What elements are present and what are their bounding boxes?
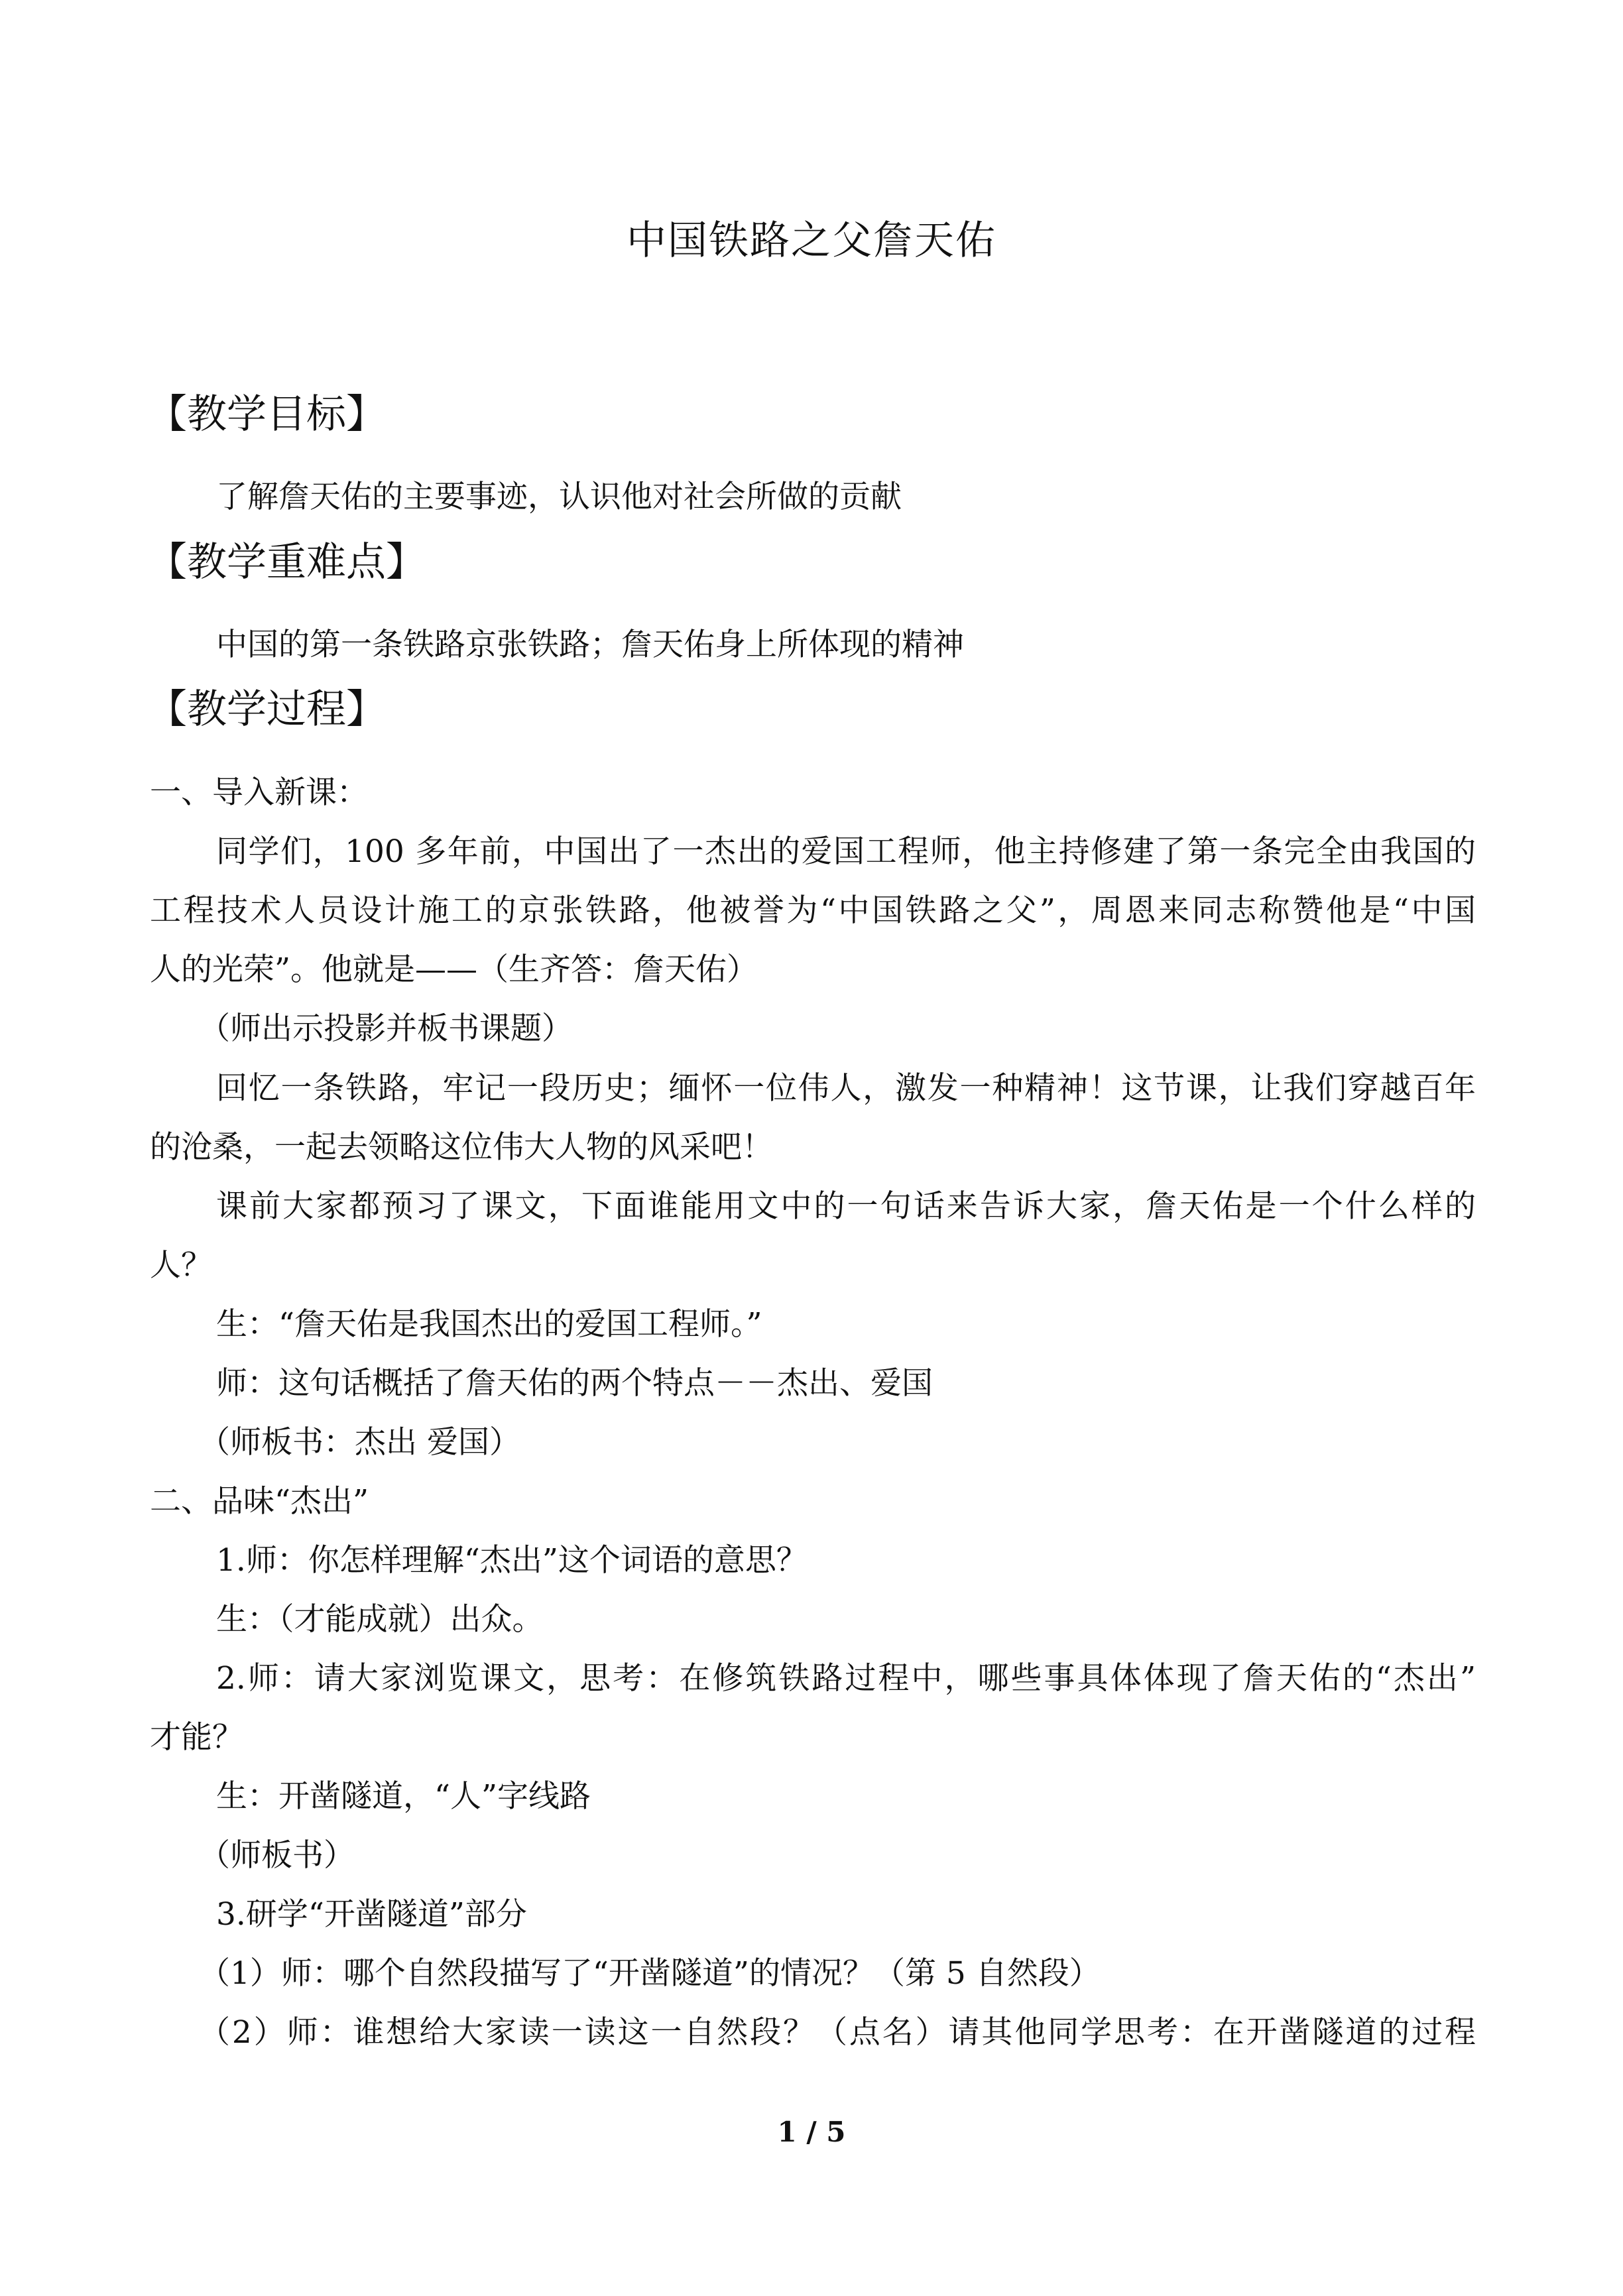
- paragraph-line: 3.研学“开凿隧道”部分: [216, 1896, 527, 1933]
- paragraph-line: （师板书）: [199, 1837, 355, 1874]
- paragraph-line: 2.师：请大家浏览课文，思考：在修筑铁路过程中，哪些事具体体现了詹天佑的“杰出”: [216, 1660, 1476, 1697]
- paragraph-line: 同学们，100 多年前，中国出了一杰出的爱国工程师，他主持修建了第一条完全由我国的: [216, 833, 1476, 870]
- paragraph-line: 1.师：你怎样理解“杰出”这个词语的意思？: [216, 1542, 808, 1579]
- paragraph-line: 回忆一条铁路，牢记一段历史；缅怀一位伟人，激发一种精神！这节课，让我们穿越百年: [216, 1070, 1476, 1107]
- heading-key-points: 【教学重难点】: [147, 539, 426, 585]
- page-number: 1 / 5: [777, 2116, 846, 2148]
- paragraph-line: 人？: [150, 1247, 212, 1284]
- paragraph-line: （师出示投影并板书课题）: [199, 1010, 573, 1047]
- paragraph-line: （1）师：哪个自然段描写了“开凿隧道”的情况？（第 5 自然段）: [199, 1955, 1101, 1992]
- heading-process: 【教学过程】: [147, 686, 386, 733]
- paragraph-line: 生：开凿隧道，“人”字线路: [216, 1778, 591, 1815]
- paragraph-line: 师：这句话概括了詹天佑的两个特点－－杰出、爱国: [216, 1365, 933, 1402]
- paragraph-line: 的沧桑，一起去领略这位伟大人物的风采吧！: [150, 1129, 773, 1166]
- section-excellence-heading: 二、品味“杰出”: [150, 1483, 369, 1520]
- section-intro-heading: 一、导入新课：: [150, 774, 368, 811]
- document-title: 中国铁路之父詹天佑: [627, 217, 996, 264]
- paragraph-line: （师板书：杰出 爱国）: [199, 1424, 520, 1461]
- paragraph-line: 工程技术人员设计施工的京张铁路，他被誉为“中国铁路之父”，周恩来同志称赞他是“中国: [150, 892, 1476, 929]
- paragraph-line: 生：（才能成就）出众。: [216, 1601, 544, 1638]
- key-points-text: 中国的第一条铁路京张铁路；詹天佑身上所体现的精神: [216, 627, 964, 663]
- paragraph-line: 人的光荣”。他就是——（生齐答：詹天佑）: [150, 951, 758, 988]
- paragraph-line: 课前大家都预习了课文，下面谁能用文中的一句话来告诉大家，詹天佑是一个什么样的: [216, 1188, 1476, 1225]
- paragraph-line: 生：“詹天佑是我国杰出的爱国工程师。”: [216, 1306, 762, 1343]
- paragraph-line: （2）师：谁想给大家读一读这一自然段？（点名）请其他同学思考：在开凿隧道的过程: [199, 2014, 1476, 2051]
- heading-objectives: 【教学目标】: [147, 391, 386, 438]
- paragraph-line: 才能？: [150, 1719, 243, 1756]
- objectives-text: 了解詹天佑的主要事迹，认识他对社会所做的贡献: [216, 479, 902, 515]
